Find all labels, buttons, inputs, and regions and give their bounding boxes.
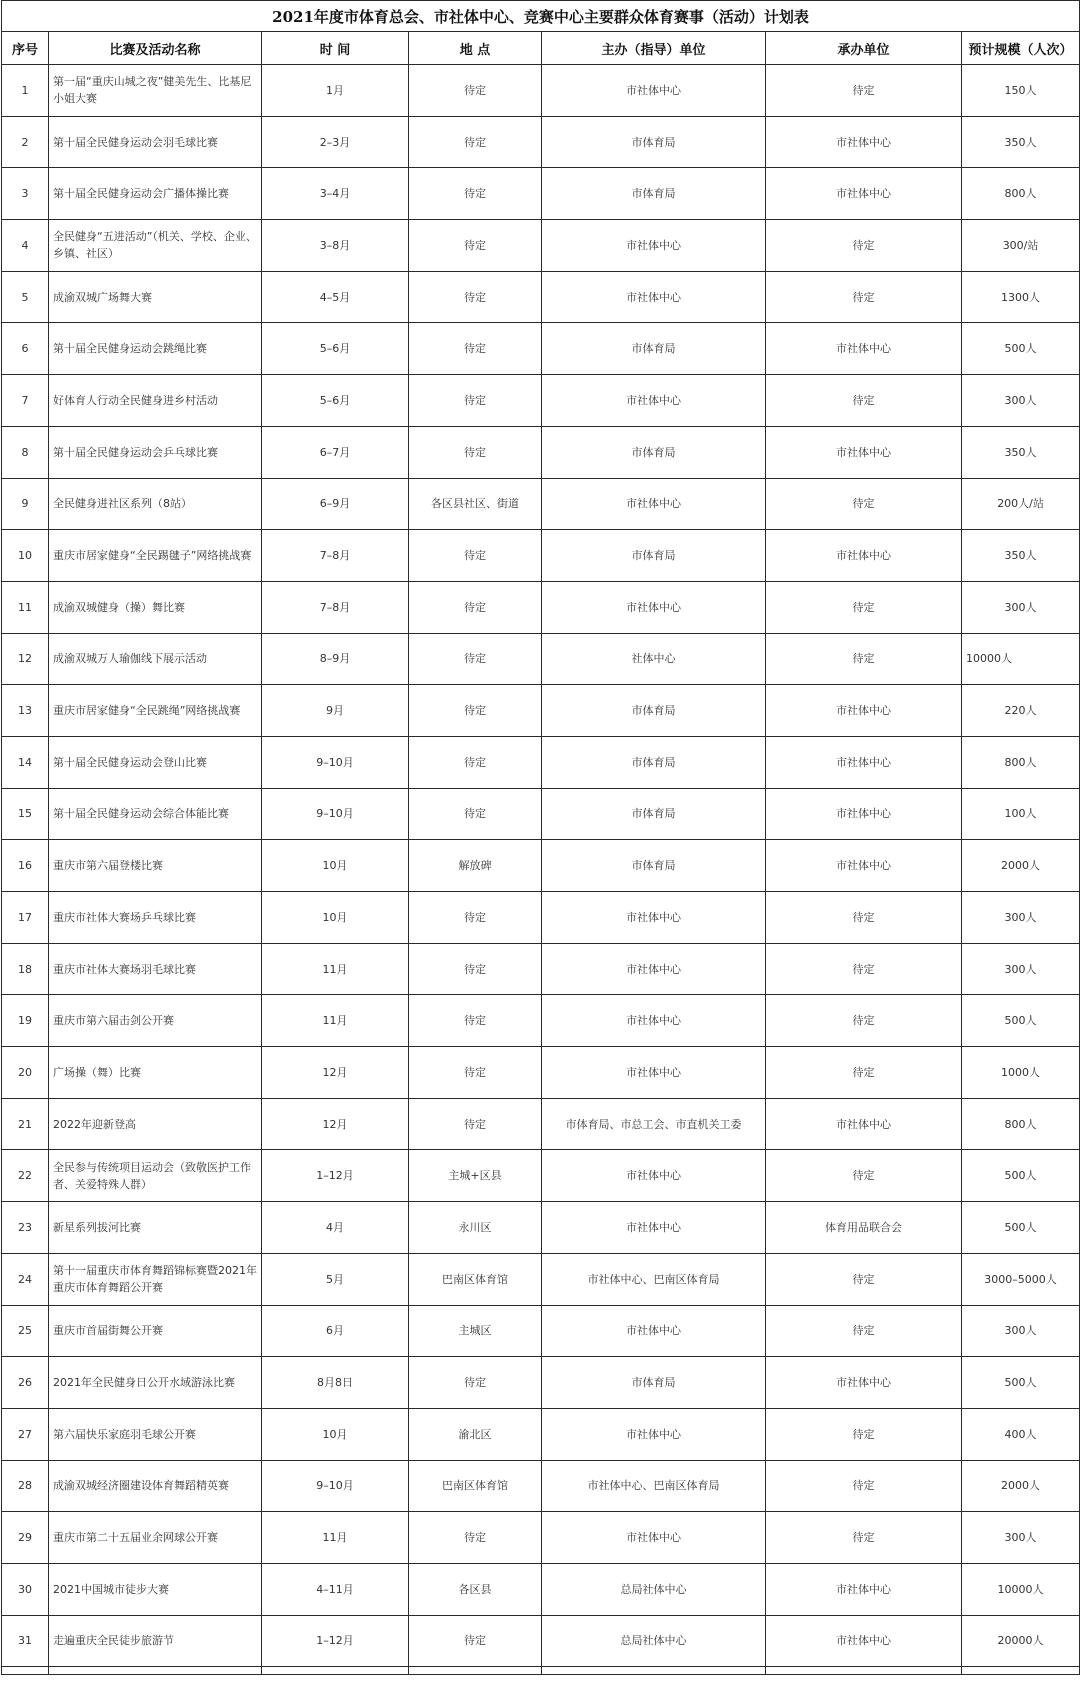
cell-time: 10月 <box>262 840 409 892</box>
table-row <box>2 478 1080 530</box>
cell-place: 待定 <box>409 323 542 375</box>
cell-scale: 2000人 <box>962 840 1080 892</box>
cell-name: 第十届全民健身运动会羽毛球比赛 <box>49 116 262 168</box>
table-row <box>2 1150 1080 1202</box>
cell-scale: 3000–5000人 <box>962 1253 1080 1305</box>
table-row <box>2 840 1080 892</box>
table-row <box>2 1202 1080 1254</box>
header-time: 时 间 <box>262 32 409 65</box>
cell-time: 9月 <box>262 685 409 737</box>
cell-host: 市体育局 <box>542 530 766 582</box>
empty-cell <box>2 1667 49 1675</box>
cell-num: 11 <box>2 581 49 633</box>
cell-num: 26 <box>2 1357 49 1409</box>
cell-num: 27 <box>2 1408 49 1460</box>
cell-scale: 300人 <box>962 892 1080 944</box>
cell-organizer: 待定 <box>766 271 962 323</box>
empty-cell <box>262 1667 409 1675</box>
empty-cell <box>766 1667 962 1675</box>
cell-host: 市社体中心 <box>542 995 766 1047</box>
cell-num: 24 <box>2 1253 49 1305</box>
cell-time: 1月 <box>262 65 409 117</box>
cell-place: 待定 <box>409 426 542 478</box>
cell-num: 3 <box>2 168 49 220</box>
empty-cell <box>542 1667 766 1675</box>
cell-scale: 500人 <box>962 995 1080 1047</box>
cell-name: 全民健身“五进活动”（机关、学校、企业、乡镇、社区） <box>49 220 262 272</box>
cell-place: 待定 <box>409 65 542 117</box>
cell-time: 4–5月 <box>262 271 409 323</box>
cell-organizer: 市社体中心 <box>766 168 962 220</box>
cell-time: 5月 <box>262 1253 409 1305</box>
header-organizer: 承办单位 <box>766 32 962 65</box>
cell-host: 市体育局、市总工会、市直机关工委 <box>542 1098 766 1150</box>
cell-host: 市社体中心 <box>542 220 766 272</box>
table-row <box>2 788 1080 840</box>
cell-num: 23 <box>2 1202 49 1254</box>
cell-host: 市体育局 <box>542 736 766 788</box>
cell-host: 市社体中心 <box>542 375 766 427</box>
cell-organizer: 市社体中心 <box>766 685 962 737</box>
cell-place: 待定 <box>409 1047 542 1099</box>
cell-organizer: 市社体中心 <box>766 1563 962 1615</box>
cell-name: 走遍重庆全民徒步旅游节 <box>49 1615 262 1667</box>
cell-host: 市社体中心 <box>542 1305 766 1357</box>
table-row <box>2 1305 1080 1357</box>
cell-scale: 400人 <box>962 1408 1080 1460</box>
cell-place: 待定 <box>409 1098 542 1150</box>
header-host: 主办（指导）单位 <box>542 32 766 65</box>
table-row <box>2 736 1080 788</box>
cell-time: 3–8月 <box>262 220 409 272</box>
cell-num: 1 <box>2 65 49 117</box>
cell-place: 巴南区体育馆 <box>409 1253 542 1305</box>
cell-scale: 350人 <box>962 116 1080 168</box>
cell-host: 总局社体中心 <box>542 1563 766 1615</box>
cell-num: 18 <box>2 943 49 995</box>
cell-organizer: 待定 <box>766 65 962 117</box>
cell-name: 重庆市第二十五届业余网球公开赛 <box>49 1512 262 1564</box>
cell-name: 第十届全民健身运动会乒乓球比赛 <box>49 426 262 478</box>
cell-name: 重庆市居家健身“全民踢毽子”网络挑战赛 <box>49 530 262 582</box>
cell-host: 市社体中心 <box>542 581 766 633</box>
cell-time: 12月 <box>262 1098 409 1150</box>
table-row <box>2 892 1080 944</box>
title-row <box>2 1 1080 32</box>
cell-place: 巴南区体育馆 <box>409 1460 542 1512</box>
cell-time: 1–12月 <box>262 1615 409 1667</box>
cell-organizer: 市社体中心 <box>766 323 962 375</box>
cell-time: 11月 <box>262 995 409 1047</box>
cell-organizer: 市社体中心 <box>766 1357 962 1409</box>
cell-organizer: 市社体中心 <box>766 1098 962 1150</box>
cell-time: 4–11月 <box>262 1563 409 1615</box>
cell-host: 市体育局 <box>542 788 766 840</box>
table-row <box>2 65 1080 117</box>
cell-name: 广场操（舞）比赛 <box>49 1047 262 1099</box>
cell-name: 好体育人行动全民健身进乡村活动 <box>49 375 262 427</box>
table-row <box>2 1408 1080 1460</box>
cell-organizer: 待定 <box>766 943 962 995</box>
cell-time: 6月 <box>262 1305 409 1357</box>
cell-organizer: 待定 <box>766 1512 962 1564</box>
cell-host: 市社体中心 <box>542 892 766 944</box>
cell-num: 28 <box>2 1460 49 1512</box>
cell-num: 12 <box>2 633 49 685</box>
cell-num: 9 <box>2 478 49 530</box>
cell-name: 成渝双城经济圈建设体育舞蹈精英赛 <box>49 1460 262 1512</box>
cell-organizer: 市社体中心 <box>766 736 962 788</box>
cell-place: 主城区 <box>409 1305 542 1357</box>
cell-organizer: 待定 <box>766 1460 962 1512</box>
cell-scale: 200人/站 <box>962 478 1080 530</box>
cell-time: 10月 <box>262 892 409 944</box>
cell-scale: 350人 <box>962 530 1080 582</box>
cell-host: 市体育局 <box>542 426 766 478</box>
cell-host: 市社体中心 <box>542 1512 766 1564</box>
cell-time: 7–8月 <box>262 530 409 582</box>
cell-scale: 10000人 <box>962 633 1080 685</box>
cell-time: 4月 <box>262 1202 409 1254</box>
cell-time: 5–6月 <box>262 375 409 427</box>
cell-place: 待定 <box>409 995 542 1047</box>
cell-name: 重庆市第六届登楼比赛 <box>49 840 262 892</box>
cell-scale: 500人 <box>962 1150 1080 1202</box>
cell-place: 主城+区县 <box>409 1150 542 1202</box>
table-row <box>2 685 1080 737</box>
table-row <box>2 1098 1080 1150</box>
cell-scale: 300人 <box>962 581 1080 633</box>
cell-num: 17 <box>2 892 49 944</box>
cell-time: 10月 <box>262 1408 409 1460</box>
header-num: 序号 <box>2 32 49 65</box>
cell-host: 市体育局 <box>542 840 766 892</box>
cell-name: 重庆市首届街舞公开赛 <box>49 1305 262 1357</box>
cell-scale: 300人 <box>962 1512 1080 1564</box>
cell-organizer: 市社体中心 <box>766 840 962 892</box>
cell-host: 社体中心 <box>542 633 766 685</box>
cell-num: 20 <box>2 1047 49 1099</box>
header-row <box>2 32 1080 65</box>
cell-name: 2021年全民健身日公开水域游泳比赛 <box>49 1357 262 1409</box>
cell-num: 22 <box>2 1150 49 1202</box>
cell-organizer: 体育用品联合会 <box>766 1202 962 1254</box>
cell-host: 市体育局 <box>542 1357 766 1409</box>
cell-organizer: 待定 <box>766 1408 962 1460</box>
cell-name: 全民参与传统项目运动会（致敬医护工作者、关爱特殊人群） <box>49 1150 262 1202</box>
table-row <box>2 220 1080 272</box>
cell-time: 5–6月 <box>262 323 409 375</box>
cell-name: 全民健身进社区系列（8站） <box>49 478 262 530</box>
table-row <box>2 323 1080 375</box>
cell-scale: 500人 <box>962 1357 1080 1409</box>
cell-host: 市社体中心 <box>542 65 766 117</box>
cell-organizer: 待定 <box>766 478 962 530</box>
cell-place: 各区县社区、街道 <box>409 478 542 530</box>
cell-num: 30 <box>2 1563 49 1615</box>
table-row <box>2 426 1080 478</box>
cell-place: 待定 <box>409 530 542 582</box>
cell-organizer: 市社体中心 <box>766 1615 962 1667</box>
header-name: 比赛及活动名称 <box>49 32 262 65</box>
table-row <box>2 1512 1080 1564</box>
cell-organizer: 待定 <box>766 1150 962 1202</box>
cell-place: 待定 <box>409 892 542 944</box>
cell-scale: 150人 <box>962 65 1080 117</box>
cell-place: 各区县 <box>409 1563 542 1615</box>
cell-place: 待定 <box>409 1615 542 1667</box>
table-row <box>2 271 1080 323</box>
cell-host: 市社体中心 <box>542 478 766 530</box>
cell-organizer: 待定 <box>766 633 962 685</box>
cell-num: 14 <box>2 736 49 788</box>
cell-organizer: 待定 <box>766 995 962 1047</box>
cell-scale: 300/站 <box>962 220 1080 272</box>
cell-name: 成渝双城广场舞大赛 <box>49 271 262 323</box>
table-row <box>2 943 1080 995</box>
table-row <box>2 116 1080 168</box>
cell-place: 待定 <box>409 736 542 788</box>
cell-scale: 500人 <box>962 323 1080 375</box>
cell-scale: 300人 <box>962 943 1080 995</box>
cell-name: 第十届全民健身运动会跳绳比赛 <box>49 323 262 375</box>
cell-name: 第六届快乐家庭羽毛球公开赛 <box>49 1408 262 1460</box>
cell-name: 成渝双城万人瑜伽线下展示活动 <box>49 633 262 685</box>
event-plan-table <box>1 0 1080 1675</box>
cell-num: 4 <box>2 220 49 272</box>
cell-place: 待定 <box>409 788 542 840</box>
cell-time: 8–9月 <box>262 633 409 685</box>
cell-organizer: 市社体中心 <box>766 530 962 582</box>
cell-name: 第十届全民健身运动会综合体能比赛 <box>49 788 262 840</box>
cell-name: 第十届全民健身运动会登山比赛 <box>49 736 262 788</box>
cell-name: 新星系列拔河比赛 <box>49 1202 262 1254</box>
cell-place: 待定 <box>409 685 542 737</box>
cell-num: 16 <box>2 840 49 892</box>
cell-num: 19 <box>2 995 49 1047</box>
cell-time: 9–10月 <box>262 1460 409 1512</box>
cell-place: 待定 <box>409 375 542 427</box>
cell-host: 市社体中心 <box>542 1202 766 1254</box>
cell-place: 待定 <box>409 581 542 633</box>
cell-host: 市体育局 <box>542 168 766 220</box>
cell-organizer: 市社体中心 <box>766 788 962 840</box>
cell-name: 第一届“重庆山城之夜”健美先生、比基尼小姐大赛 <box>49 65 262 117</box>
cell-place: 待定 <box>409 633 542 685</box>
cell-host: 市体育局 <box>542 116 766 168</box>
cell-time: 9–10月 <box>262 736 409 788</box>
table-row <box>2 375 1080 427</box>
cell-num: 15 <box>2 788 49 840</box>
table-row <box>2 581 1080 633</box>
empty-cell <box>49 1667 262 1675</box>
cell-scale: 800人 <box>962 1098 1080 1150</box>
cell-host: 市社体中心、巴南区体育局 <box>542 1253 766 1305</box>
cell-scale: 1000人 <box>962 1047 1080 1099</box>
cell-scale: 500人 <box>962 1202 1080 1254</box>
cell-organizer: 待定 <box>766 1047 962 1099</box>
cell-scale: 100人 <box>962 788 1080 840</box>
cell-name: 第十一届重庆市体育舞蹈锦标赛暨2021年重庆市体育舞蹈公开赛 <box>49 1253 262 1305</box>
header-scale: 预计规模（人次） <box>962 32 1080 65</box>
cell-time: 6–9月 <box>262 478 409 530</box>
cell-time: 11月 <box>262 1512 409 1564</box>
cell-name: 成渝双城健身（操）舞比赛 <box>49 581 262 633</box>
cell-place: 待定 <box>409 271 542 323</box>
cell-name: 第十届全民健身运动会广播体操比赛 <box>49 168 262 220</box>
cell-scale: 20000人 <box>962 1615 1080 1667</box>
cell-num: 13 <box>2 685 49 737</box>
empty-cell <box>962 1667 1080 1675</box>
cell-scale: 1300人 <box>962 271 1080 323</box>
cell-place: 待定 <box>409 168 542 220</box>
cell-name: 重庆市社体大赛场羽毛球比赛 <box>49 943 262 995</box>
table-row <box>2 633 1080 685</box>
cell-num: 7 <box>2 375 49 427</box>
cell-host: 总局社体中心 <box>542 1615 766 1667</box>
cell-organizer: 待定 <box>766 892 962 944</box>
cell-name: 重庆市居家健身“全民跳绳”网络挑战赛 <box>49 685 262 737</box>
header-place: 地 点 <box>409 32 542 65</box>
cell-place: 待定 <box>409 1357 542 1409</box>
table-row <box>2 1253 1080 1305</box>
cell-scale: 220人 <box>962 685 1080 737</box>
cell-time: 2–3月 <box>262 116 409 168</box>
cell-time: 7–8月 <box>262 581 409 633</box>
table-row <box>2 530 1080 582</box>
cell-organizer: 待定 <box>766 375 962 427</box>
cell-place: 永川区 <box>409 1202 542 1254</box>
cell-name: 重庆市社体大赛场乒乓球比赛 <box>49 892 262 944</box>
cell-num: 25 <box>2 1305 49 1357</box>
table-row <box>2 1460 1080 1512</box>
cell-organizer: 待定 <box>766 220 962 272</box>
cell-host: 市社体中心 <box>542 271 766 323</box>
cell-place: 待定 <box>409 220 542 272</box>
cell-time: 11月 <box>262 943 409 995</box>
cell-place: 解放碑 <box>409 840 542 892</box>
cell-place: 待定 <box>409 116 542 168</box>
cell-name: 2022年迎新登高 <box>49 1098 262 1150</box>
cell-num: 5 <box>2 271 49 323</box>
cell-num: 6 <box>2 323 49 375</box>
table-row <box>2 1615 1080 1667</box>
cell-host: 市社体中心 <box>542 943 766 995</box>
cell-organizer: 待定 <box>766 581 962 633</box>
cell-scale: 350人 <box>962 426 1080 478</box>
cell-time: 9–10月 <box>262 788 409 840</box>
cell-place: 待定 <box>409 943 542 995</box>
cell-organizer: 市社体中心 <box>766 426 962 478</box>
cell-place: 待定 <box>409 1512 542 1564</box>
cell-scale: 2000人 <box>962 1460 1080 1512</box>
cell-time: 12月 <box>262 1047 409 1099</box>
cell-name: 2021中国城市徒步大赛 <box>49 1563 262 1615</box>
cell-host: 市社体中心 <box>542 1047 766 1099</box>
cell-scale: 300人 <box>962 375 1080 427</box>
cell-host: 市体育局 <box>542 323 766 375</box>
table-row <box>2 1563 1080 1615</box>
cell-time: 6–7月 <box>262 426 409 478</box>
table-row <box>2 995 1080 1047</box>
cell-scale: 10000人 <box>962 1563 1080 1615</box>
cell-num: 31 <box>2 1615 49 1667</box>
empty-cell <box>409 1667 542 1675</box>
cell-place: 渝北区 <box>409 1408 542 1460</box>
table-row <box>2 168 1080 220</box>
cell-scale: 800人 <box>962 736 1080 788</box>
cell-organizer: 市社体中心 <box>766 116 962 168</box>
cell-time: 3–4月 <box>262 168 409 220</box>
cell-host: 市体育局 <box>542 685 766 737</box>
cell-time: 1–12月 <box>262 1150 409 1202</box>
cell-num: 21 <box>2 1098 49 1150</box>
cell-num: 10 <box>2 530 49 582</box>
cell-num: 2 <box>2 116 49 168</box>
cell-time: 8月8日 <box>262 1357 409 1409</box>
cell-scale: 300人 <box>962 1305 1080 1357</box>
cell-scale: 800人 <box>962 168 1080 220</box>
table-row <box>2 1047 1080 1099</box>
cell-num: 29 <box>2 1512 49 1564</box>
cell-name: 重庆市第六届击剑公开赛 <box>49 995 262 1047</box>
cell-organizer: 待定 <box>766 1305 962 1357</box>
cell-host: 市社体中心 <box>542 1150 766 1202</box>
table-row <box>2 1357 1080 1409</box>
cell-organizer: 待定 <box>766 1253 962 1305</box>
cell-host: 市社体中心 <box>542 1408 766 1460</box>
cell-num: 8 <box>2 426 49 478</box>
table-row-cut-off <box>2 1667 1080 1675</box>
table-title: 2021年度市体育总会、市社体中心、竞赛中心主要群众体育赛事（活动）计划表 <box>2 1 1080 32</box>
cell-host: 市社体中心、巴南区体育局 <box>542 1460 766 1512</box>
